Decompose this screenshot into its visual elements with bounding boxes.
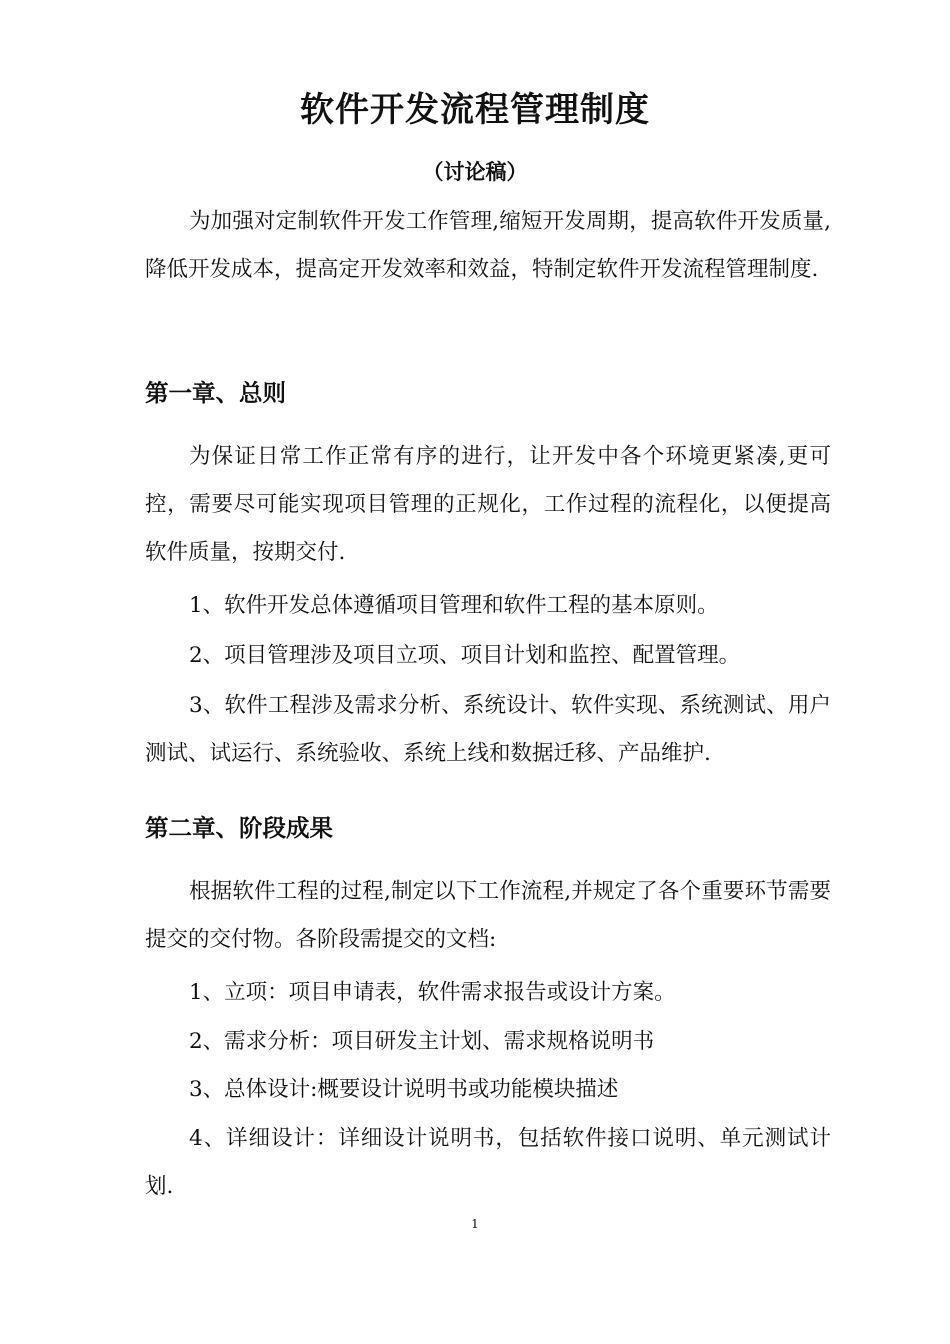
chapter1-item-2: 2、项目管理涉及项目立项、项目计划和监控、配置管理。 [189,643,741,668]
chapter2-item-4: 4、详细设计：详细设计说明书，包括软件接口说明、单元测试计划. [145,1126,831,1199]
chapter2-heading: 第二章、阶段成果 [145,814,333,842]
chapter2-item-2: 2、需求分析：项目研发主计划、需求规格说明书 [189,1029,655,1054]
document-subtitle: （讨论稿） [422,160,528,184]
chapter1-paragraph: 为保证日常工作正常有序的进行，让开发中各个环境更紧凑,更可控，需要尽可能实现项目管理的正规化，工作过程的流程化，以便提高软件质量，按期交付. [145,444,831,565]
chapter2-paragraph: 根据软件工程的过程,制定以下工作流程,并规定了各个重要环节需要提交的交付物。各阶段需提交的文档: [145,879,831,952]
page-number: 1 [471,1217,479,1231]
chapter2-item-3: 3、总体设计:概要设计说明书或功能模块描述 [189,1077,619,1102]
chapter1-heading: 第一章、总则 [145,379,286,407]
chapter1-item-3: 3、软件工程涉及需求分析、系统设计、软件实现、系统测试、用户测试、试运行、系统验收、系统上线和数据迁移、产品维护. [145,693,831,766]
chapter1-item-1: 1、软件开发总体遵循项目管理和软件工程的基本原则。 [189,593,719,618]
chapter2-item-1: 1、立项：项目申请表，软件需求报告或设计方案。 [189,980,676,1005]
document-title: 软件开发流程管理制度 [300,90,650,130]
intro-paragraph: 为加强对定制软件开发工作管理,缩短开发周期，提高软件开发质量,降低开发成本，提高定开发效率和效益，特制定软件开发流程管理制度. [145,209,831,282]
